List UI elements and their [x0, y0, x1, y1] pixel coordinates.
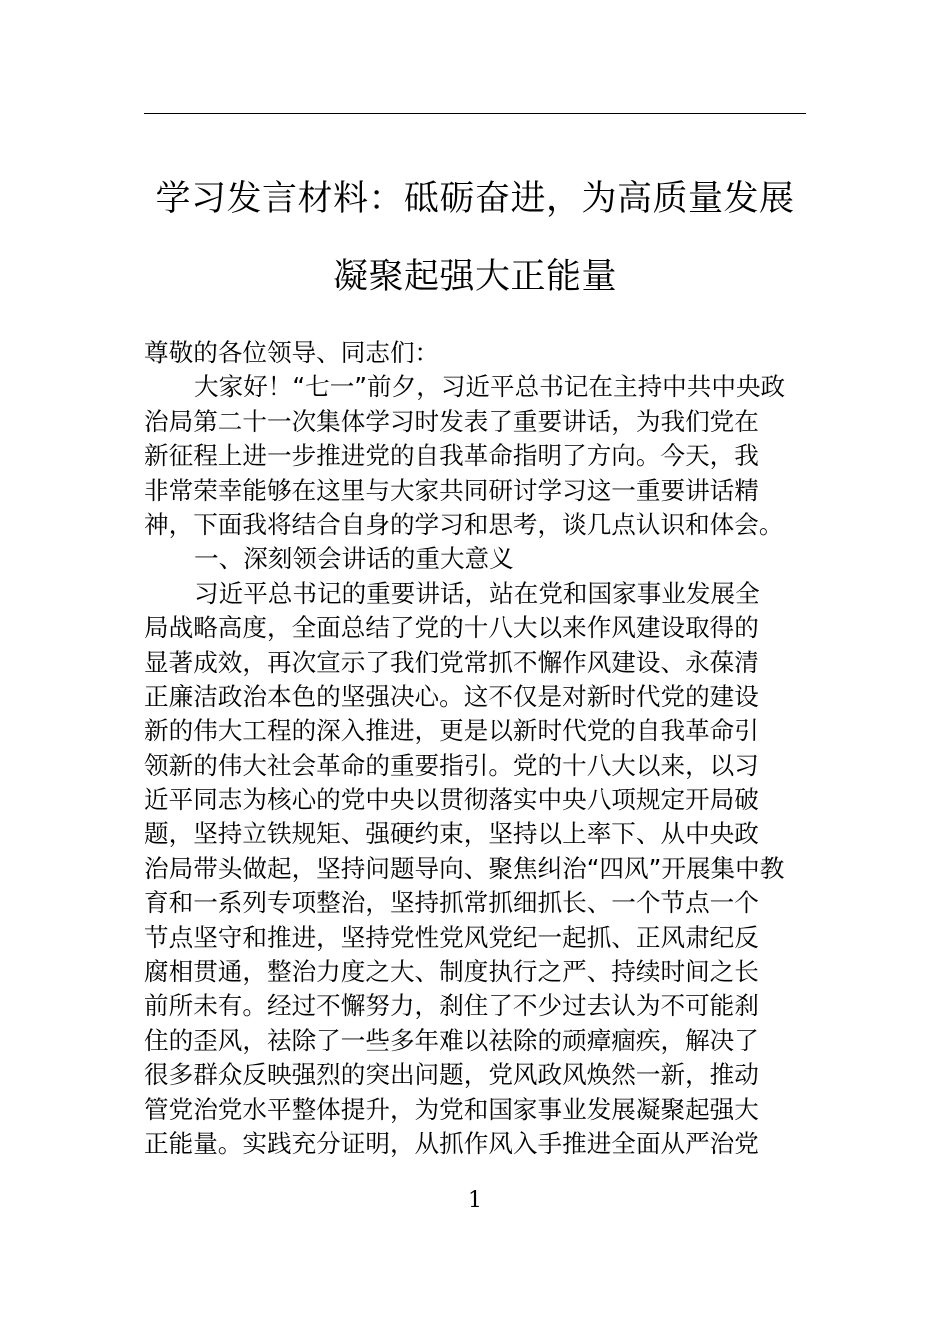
paragraph-line: 显著成效，再次宣示了我们党常抓不懈作风建设、永葆清 — [144, 647, 759, 677]
paragraph-line: 题，坚持立铁规矩、强硬约束，坚持以上率下、从中央政 — [144, 819, 759, 849]
paragraph-line: 治局带头做起，坚持问题导向、聚焦纠治“四风”开展集中教 — [144, 853, 785, 883]
paragraph-line: 新征程上进一步推进党的自我革命指明了方向。今天，我 — [144, 441, 759, 471]
paragraph-line: 非常荣幸能够在这里与大家共同研讨学习这一重要讲话精 — [144, 475, 759, 505]
paragraph-line: 腐相贯通，整治力度之大、制度执行之严、持续时间之长 — [144, 957, 759, 987]
paragraph-line: 住的歪风，祛除了一些多年难以祛除的顽瘴痼疾，解决了 — [144, 1025, 759, 1055]
page-number: 1 — [468, 1188, 482, 1213]
paragraph-line: 治局第二十一次集体学习时发表了重要讲话，为我们党在 — [144, 406, 759, 436]
paragraph-line: 习近平总书记的重要讲话，站在党和国家事业发展全 — [194, 578, 760, 608]
paragraph-line: 正能量。实践充分证明，从抓作风入手推进全面从严治党 — [144, 1128, 759, 1158]
document-body — [144, 336, 808, 1161]
salutation: 尊敬的各位领导、同志们： — [144, 338, 440, 367]
paragraph-line: 领新的伟大社会革命的重要指引。党的十八大以来，以习 — [144, 750, 759, 780]
paragraph-line: 前所未有。经过不懈努力，刹住了不少过去认为不可能刹 — [144, 991, 759, 1021]
title-line-1: 学习发言材料：砥砺奋进，为高质量发展 — [155, 179, 795, 219]
paragraph-line: 管党治党水平整体提升，为党和国家事业发展凝聚起强大 — [144, 1094, 759, 1124]
document-title — [100, 160, 850, 316]
section-heading: 一、深刻领会讲话的重大意义 — [194, 544, 514, 574]
title-line-2: 凝聚起强大正能量 — [332, 257, 617, 297]
paragraph-line: 局战略高度，全面总结了党的十八大以来作风建设取得的 — [144, 613, 759, 643]
header-rule — [144, 113, 806, 114]
paragraph-line: 大家好！“七一”前夕，习近平总书记在主持中共中央政 — [194, 372, 786, 402]
paragraph-line: 育和一系列专项整治，坚持抓常抓细抓长、一个节点一个 — [144, 888, 759, 918]
paragraph-line: 近平同志为核心的党中央以贯彻落实中央八项规定开局破 — [144, 785, 759, 815]
paragraph-line: 正廉洁政治本色的坚强决心。这不仅是对新时代党的建设 — [144, 681, 759, 711]
paragraph-line: 节点坚守和推进，坚持党性党风党纪一起抓、正风肃纪反 — [144, 922, 759, 952]
paragraph-line: 新的伟大工程的深入推进，更是以新时代党的自我革命引 — [144, 716, 759, 746]
paragraph-line: 神，下面我将结合自身的学习和思考，谈几点认识和体会。 — [144, 509, 784, 539]
paragraph-line: 很多群众反映强烈的突出问题，党风政风焕然一新，推动 — [144, 1060, 759, 1090]
